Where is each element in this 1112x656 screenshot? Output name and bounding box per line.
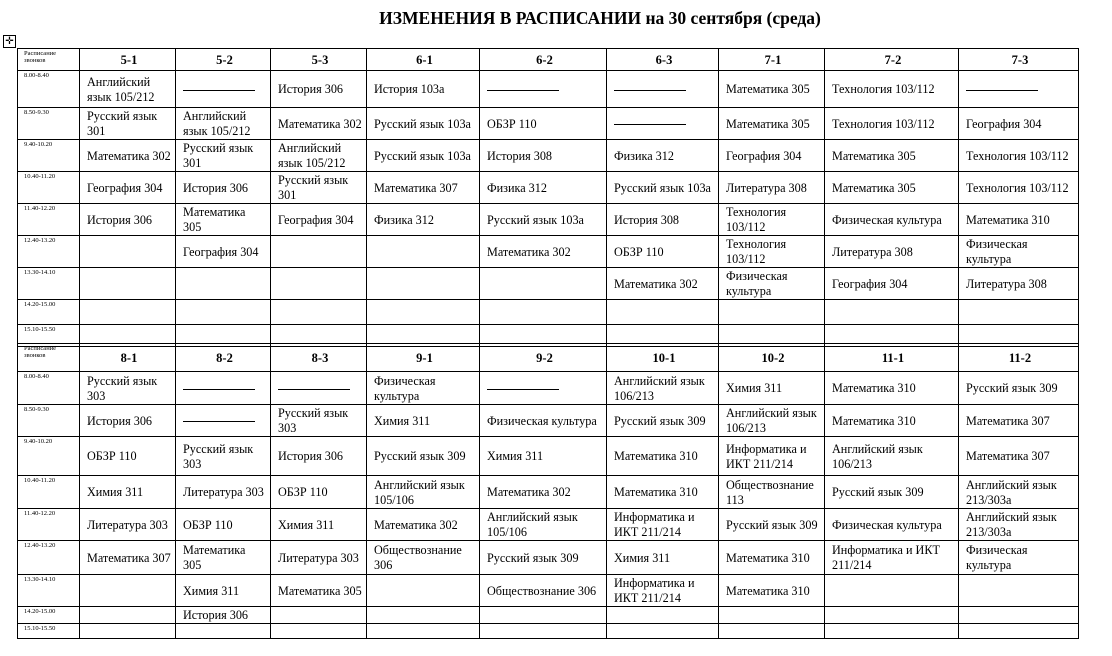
schedule-table-grades-5-7	[17, 48, 1079, 347]
class-header-7-2: 7-2	[825, 49, 959, 71]
lesson-time: 8.00-8.40	[18, 71, 80, 108]
schedule-table-grades-8-11	[17, 343, 1079, 639]
lesson-cell: Химия 311	[80, 476, 176, 509]
lesson-cell: Математика 305	[825, 172, 959, 204]
lesson-cell: Литература 308	[825, 236, 959, 268]
lesson-cell: История 306	[271, 71, 367, 108]
lesson-row	[18, 437, 1079, 476]
class-header-5-3: 5-3	[271, 49, 367, 71]
lesson-cell: Математика 305	[176, 204, 271, 236]
lesson-time: 14.20-15.00	[18, 300, 80, 325]
lesson-cell	[80, 607, 176, 624]
lesson-row	[18, 624, 1079, 639]
lesson-row	[18, 71, 1079, 108]
lesson-cell	[719, 300, 825, 325]
lesson-cell: Обществознание 306	[367, 541, 480, 575]
lesson-cell: Математика 302	[271, 108, 367, 140]
lesson-cell: Физическая культура	[825, 204, 959, 236]
lesson-cell: Математика 310	[825, 405, 959, 437]
lesson-cell	[271, 268, 367, 300]
lesson-row	[18, 575, 1079, 607]
lesson-cell: Математика 307	[80, 541, 176, 575]
lesson-cell	[607, 300, 719, 325]
lesson-cell: Английский язык 106/213	[825, 437, 959, 476]
lesson-time: 12.40-13.20	[18, 541, 80, 575]
lesson-cell	[176, 372, 271, 405]
lesson-cell: Математика 307	[367, 172, 480, 204]
class-header-5-2: 5-2	[176, 49, 271, 71]
lesson-cell: История 308	[607, 204, 719, 236]
lesson-cell	[480, 372, 607, 405]
lesson-row	[18, 300, 1079, 325]
page-title: ИЗМЕНЕНИЯ В РАСПИСАНИИ на 30 сентября (среда)	[379, 8, 821, 28]
lesson-cell: Русский язык 103а	[480, 204, 607, 236]
lesson-cell: Русский язык 309	[607, 405, 719, 437]
header-row	[18, 344, 1079, 372]
lesson-cell: Русский язык 301	[80, 108, 176, 140]
no-lesson-line	[966, 90, 1038, 91]
lesson-cell: Математика 302	[480, 476, 607, 509]
lesson-cell: Литература 308	[959, 268, 1079, 300]
lesson-time: 13.30-14.10	[18, 268, 80, 300]
lesson-cell	[80, 300, 176, 325]
lesson-cell: Химия 311	[607, 541, 719, 575]
class-header-11-1: 11-1	[825, 344, 959, 372]
lesson-cell	[480, 607, 607, 624]
lesson-cell: История 103а	[367, 71, 480, 108]
lesson-cell	[80, 268, 176, 300]
no-lesson-line	[183, 90, 255, 91]
lesson-cell: Технология 103/112	[719, 236, 825, 268]
lesson-cell	[719, 607, 825, 624]
lesson-row	[18, 372, 1079, 405]
class-header-8-1: 8-1	[80, 344, 176, 372]
lesson-cell: Русский язык 309	[719, 509, 825, 541]
lesson-cell: География 304	[959, 108, 1079, 140]
lesson-cell: Математика 310	[607, 437, 719, 476]
lesson-cell	[959, 300, 1079, 325]
class-header-10-1: 10-1	[607, 344, 719, 372]
class-header-7-3: 7-3	[959, 49, 1079, 71]
lesson-cell: Русский язык 303	[80, 372, 176, 405]
lesson-cell	[607, 624, 719, 639]
lesson-cell	[271, 236, 367, 268]
lesson-row	[18, 204, 1079, 236]
lesson-cell: История 306	[176, 172, 271, 204]
lesson-row	[18, 172, 1079, 204]
lesson-cell: Русский язык 103а	[367, 140, 480, 172]
lesson-time: 11.40-12.20	[18, 509, 80, 541]
lesson-cell: Технология 103/112	[825, 108, 959, 140]
lesson-cell: Английский язык 105/106	[480, 509, 607, 541]
lesson-cell: Математика 305	[176, 541, 271, 575]
lesson-cell: Литература 303	[271, 541, 367, 575]
no-lesson-line	[487, 389, 559, 390]
lesson-cell	[80, 624, 176, 639]
no-lesson-line	[487, 90, 559, 91]
lesson-cell	[825, 624, 959, 639]
lesson-cell	[719, 624, 825, 639]
lesson-cell: Химия 311	[271, 509, 367, 541]
lesson-cell	[367, 624, 480, 639]
lesson-cell: Математика 302	[480, 236, 607, 268]
lesson-cell: Английский язык 106/213	[719, 405, 825, 437]
lesson-cell: Физика 312	[607, 140, 719, 172]
lesson-cell: Математика 305	[271, 575, 367, 607]
lesson-cell: История 306	[271, 437, 367, 476]
lesson-cell: Английский язык 106/213	[607, 372, 719, 405]
lesson-cell: Математика 302	[367, 509, 480, 541]
lesson-cell: Химия 311	[176, 575, 271, 607]
lesson-cell: Информатика и ИКТ 211/214	[607, 509, 719, 541]
lesson-cell	[367, 236, 480, 268]
lesson-row	[18, 607, 1079, 624]
lesson-cell: ОБЗР 110	[176, 509, 271, 541]
lesson-cell: Технология 103/112	[825, 71, 959, 108]
lesson-cell: Информатика и ИКТ 211/214	[719, 437, 825, 476]
lesson-time: 8.50-9.30	[18, 108, 80, 140]
lesson-cell: Математика 310	[719, 575, 825, 607]
bell-schedule-header: Расписание звонков	[18, 344, 80, 372]
lesson-cell: Литература 303	[80, 509, 176, 541]
lesson-cell: Химия 311	[367, 405, 480, 437]
lesson-time: 8.50-9.30	[18, 405, 80, 437]
lesson-cell	[825, 300, 959, 325]
lesson-cell: Математика 310	[959, 204, 1079, 236]
class-header-11-2: 11-2	[959, 344, 1079, 372]
lesson-cell: Технология 103/112	[959, 140, 1079, 172]
lesson-cell	[176, 268, 271, 300]
class-header-8-2: 8-2	[176, 344, 271, 372]
lesson-cell: Физическая культура	[959, 541, 1079, 575]
lesson-cell: Русский язык 301	[271, 172, 367, 204]
lesson-cell	[480, 624, 607, 639]
lesson-cell	[271, 372, 367, 405]
lesson-cell: География 304	[719, 140, 825, 172]
lesson-time: 15.10-15.50	[18, 325, 80, 347]
lesson-cell	[480, 268, 607, 300]
lesson-cell	[80, 236, 176, 268]
lesson-cell: История 308	[480, 140, 607, 172]
lesson-cell: Информатика и ИКТ 211/214	[607, 575, 719, 607]
lesson-cell: Обществознание 113	[719, 476, 825, 509]
lesson-cell	[825, 575, 959, 607]
lesson-cell	[176, 71, 271, 108]
lesson-cell: ОБЗР 110	[271, 476, 367, 509]
lesson-cell: Литература 308	[719, 172, 825, 204]
lesson-cell: Математика 307	[959, 405, 1079, 437]
lesson-cell: ОБЗР 110	[80, 437, 176, 476]
lesson-cell: История 306	[80, 405, 176, 437]
lesson-cell	[607, 108, 719, 140]
lesson-time: 14.20-15.00	[18, 607, 80, 624]
lesson-cell: Математика 305	[719, 108, 825, 140]
class-header-7-1: 7-1	[719, 49, 825, 71]
lesson-row	[18, 509, 1079, 541]
lesson-cell	[959, 624, 1079, 639]
lesson-cell	[271, 624, 367, 639]
lesson-cell: Физическая культура	[480, 405, 607, 437]
lesson-cell	[367, 575, 480, 607]
lesson-cell: Русский язык 303	[271, 405, 367, 437]
lesson-cell	[607, 607, 719, 624]
lesson-cell: Русский язык 309	[825, 476, 959, 509]
lesson-cell: Физика 312	[367, 204, 480, 236]
lesson-cell	[959, 575, 1079, 607]
lesson-cell: Английский язык 213/303а	[959, 509, 1079, 541]
lesson-cell	[176, 405, 271, 437]
lesson-cell: Математика 305	[825, 140, 959, 172]
class-header-9-1: 9-1	[367, 344, 480, 372]
lesson-cell: Технология 103/112	[719, 204, 825, 236]
lesson-cell: Русский язык 303	[176, 437, 271, 476]
lesson-cell: Английский язык 105/212	[80, 71, 176, 108]
lesson-cell	[271, 607, 367, 624]
lesson-time: 9.40-10.20	[18, 140, 80, 172]
lesson-cell: Русский язык 103а	[607, 172, 719, 204]
lesson-cell: Литература 303	[176, 476, 271, 509]
lesson-time: 10.40-11.20	[18, 476, 80, 509]
lesson-cell	[80, 575, 176, 607]
lesson-time: 9.40-10.20	[18, 437, 80, 476]
lesson-row	[18, 140, 1079, 172]
lesson-cell: ОБЗР 110	[607, 236, 719, 268]
lesson-row	[18, 268, 1079, 300]
header-row	[18, 49, 1079, 71]
lesson-cell: Русский язык 301	[176, 140, 271, 172]
lesson-row	[18, 236, 1079, 268]
lesson-cell: Химия 311	[480, 437, 607, 476]
lesson-cell: ОБЗР 110	[480, 108, 607, 140]
lesson-time: 10.40-11.20	[18, 172, 80, 204]
lesson-cell	[176, 300, 271, 325]
lesson-cell	[480, 71, 607, 108]
lesson-row	[18, 405, 1079, 437]
lesson-time: 15.10-15.50	[18, 624, 80, 639]
lesson-cell: География 304	[176, 236, 271, 268]
class-header-6-1: 6-1	[367, 49, 480, 71]
no-lesson-line	[183, 421, 255, 422]
no-lesson-line	[183, 389, 255, 390]
lesson-cell: Математика 305	[719, 71, 825, 108]
lesson-row	[18, 108, 1079, 140]
lesson-cell: Информатика и ИКТ 211/214	[825, 541, 959, 575]
table-move-handle-icon[interactable]: ✛	[3, 35, 16, 48]
lesson-cell: Химия 311	[719, 372, 825, 405]
bell-schedule-header: Расписание звонков	[18, 49, 80, 71]
lesson-time: 11.40-12.20	[18, 204, 80, 236]
lesson-time: 12.40-13.20	[18, 236, 80, 268]
lesson-cell: Математика 310	[607, 476, 719, 509]
lesson-row	[18, 476, 1079, 509]
lesson-cell	[607, 71, 719, 108]
lesson-cell: Математика 302	[607, 268, 719, 300]
lesson-cell	[176, 624, 271, 639]
lesson-cell: Физика 312	[480, 172, 607, 204]
lesson-cell: Русский язык 309	[480, 541, 607, 575]
lesson-cell: Технология 103/112	[959, 172, 1079, 204]
lesson-row	[18, 541, 1079, 575]
lesson-cell: История 306	[80, 204, 176, 236]
lesson-cell	[271, 300, 367, 325]
lesson-cell	[367, 268, 480, 300]
lesson-cell: Обществознание 306	[480, 575, 607, 607]
lesson-cell	[825, 607, 959, 624]
lesson-cell: Английский язык 213/303а	[959, 476, 1079, 509]
lesson-cell: Физическая культура	[719, 268, 825, 300]
lesson-cell	[959, 607, 1079, 624]
lesson-cell: География 304	[825, 268, 959, 300]
class-header-9-2: 9-2	[480, 344, 607, 372]
lesson-cell: Английский язык 105/212	[271, 140, 367, 172]
class-header-10-2: 10-2	[719, 344, 825, 372]
no-lesson-line	[278, 389, 350, 390]
lesson-cell: Русский язык 309	[959, 372, 1079, 405]
lesson-cell	[480, 300, 607, 325]
lesson-cell: Физическая культура	[367, 372, 480, 405]
lesson-cell: Математика 310	[825, 372, 959, 405]
no-lesson-line	[614, 124, 686, 125]
class-header-5-1: 5-1	[80, 49, 176, 71]
lesson-cell: География 304	[271, 204, 367, 236]
lesson-cell: Русский язык 309	[367, 437, 480, 476]
lesson-cell: История 306	[176, 607, 271, 624]
lesson-cell: Физическая культура	[825, 509, 959, 541]
class-header-6-2: 6-2	[480, 49, 607, 71]
lesson-cell: Математика 302	[80, 140, 176, 172]
lesson-cell: Английский язык 105/212	[176, 108, 271, 140]
lesson-cell: Английский язык 105/106	[367, 476, 480, 509]
lesson-time: 8.00-8.40	[18, 372, 80, 405]
lesson-cell: Русский язык 103а	[367, 108, 480, 140]
no-lesson-line	[614, 90, 686, 91]
class-header-6-3: 6-3	[607, 49, 719, 71]
lesson-time: 13.30-14.10	[18, 575, 80, 607]
lesson-cell: Математика 310	[719, 541, 825, 575]
class-header-8-3: 8-3	[271, 344, 367, 372]
lesson-cell: Физическая культура	[959, 236, 1079, 268]
lesson-cell: Математика 307	[959, 437, 1079, 476]
lesson-cell: География 304	[80, 172, 176, 204]
lesson-cell	[959, 71, 1079, 108]
lesson-cell	[367, 300, 480, 325]
lesson-cell	[367, 607, 480, 624]
